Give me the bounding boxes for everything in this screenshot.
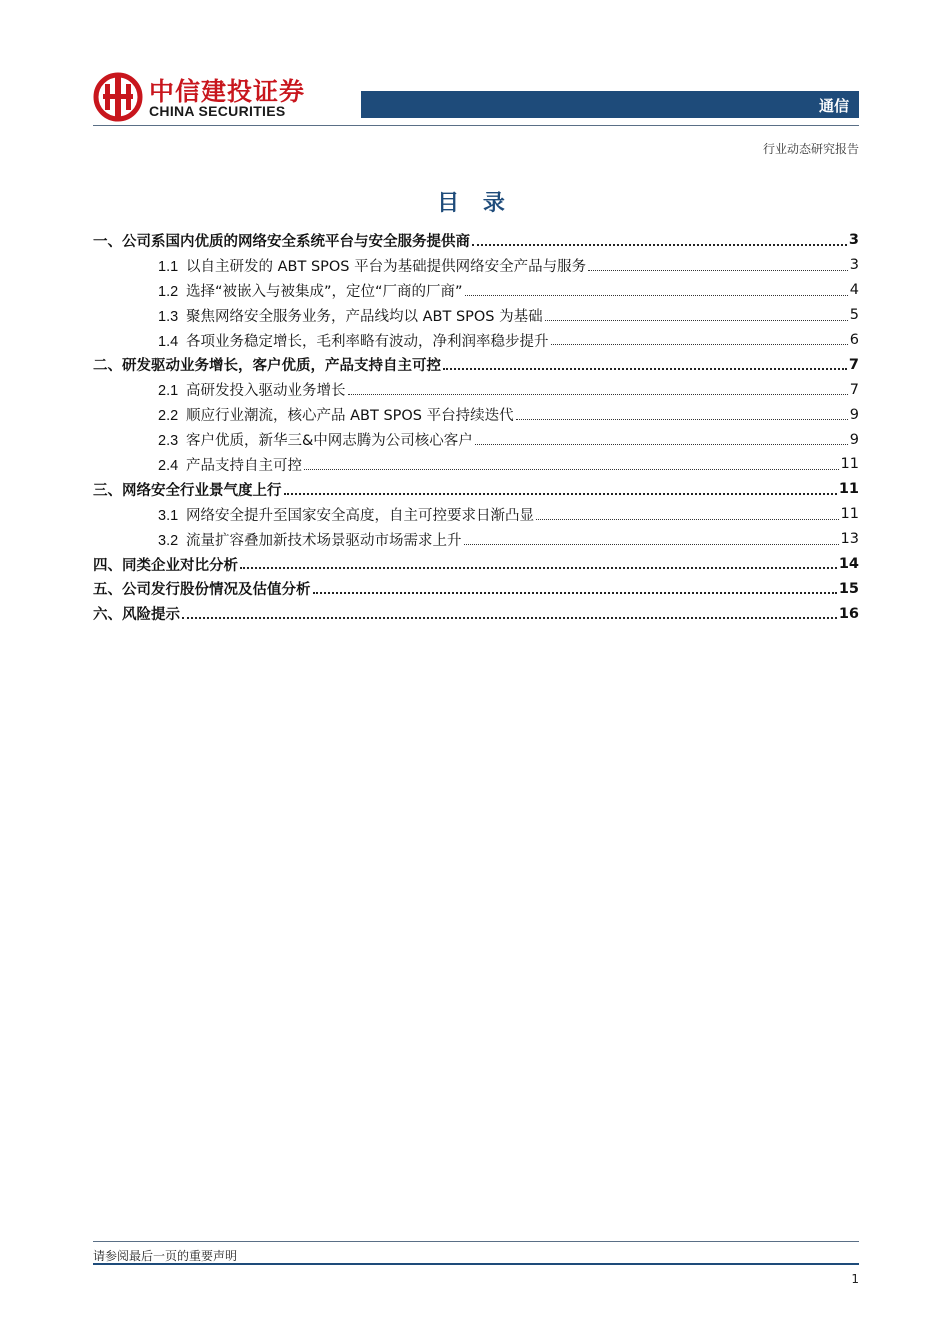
toc-section-entry[interactable] bbox=[93, 352, 859, 377]
toc-entry-number: 2.1 bbox=[158, 383, 179, 400]
toc-subsection-entry[interactable] bbox=[93, 427, 859, 452]
disclaimer-note: 请参阅最后一页的重要声明 bbox=[93, 1249, 238, 1263]
toc-page-number: 9 bbox=[849, 406, 859, 423]
sector-label: 通信 bbox=[818, 97, 849, 115]
toc-page-number: 7 bbox=[848, 356, 859, 373]
toc-page-number: 4 bbox=[849, 282, 859, 299]
toc-entry-text: 高研发投入驱动业务增长 bbox=[186, 383, 346, 400]
toc-entry-label bbox=[158, 379, 346, 400]
sector-banner bbox=[361, 91, 859, 118]
toc-page-number: 3 bbox=[849, 257, 859, 274]
toc-entry-label: 二、研发驱动业务增长，客户优质，产品支持自主可控 bbox=[93, 358, 441, 375]
toc-dot-leader bbox=[284, 492, 837, 495]
toc-entry-label bbox=[158, 255, 586, 276]
footer-divider-bold bbox=[93, 1263, 859, 1265]
toc-entry-number: 3.2 bbox=[158, 532, 179, 549]
toc-subsection-entry[interactable] bbox=[93, 253, 859, 278]
toc-dot-leader bbox=[313, 591, 837, 594]
toc-subsection-entry[interactable] bbox=[93, 502, 859, 527]
toc-dot-leader bbox=[545, 319, 848, 321]
toc-dot-leader bbox=[536, 518, 839, 520]
company-logo bbox=[93, 70, 306, 124]
toc-entry-label bbox=[158, 330, 549, 351]
toc-entry-label bbox=[158, 429, 473, 450]
toc-entry-text: 产品支持自主可控 bbox=[186, 457, 302, 474]
toc-title: 目 录 bbox=[437, 191, 513, 216]
toc-subsection-entry[interactable] bbox=[93, 402, 859, 427]
logo-chinese-name: 中信建投证券 bbox=[149, 77, 306, 106]
toc-dot-leader bbox=[588, 269, 848, 271]
toc-section-entry[interactable] bbox=[93, 552, 859, 577]
toc-page-number: 14 bbox=[838, 556, 859, 573]
toc-entry-label: 三、网络安全行业景气度上行 bbox=[93, 482, 282, 499]
toc-dot-leader bbox=[443, 367, 847, 370]
toc-dot-leader bbox=[464, 543, 839, 545]
toc-dot-leader bbox=[304, 468, 839, 470]
toc-page-number: 11 bbox=[838, 481, 859, 498]
toc-page-number: 9 bbox=[849, 431, 859, 448]
header-divider bbox=[93, 125, 859, 126]
toc-subsection-entry[interactable] bbox=[93, 303, 859, 328]
toc-entry-text: 以自主研发的 ABT SPOS 平台为基础提供网络安全产品与服务 bbox=[186, 258, 587, 275]
toc-entry-label bbox=[158, 454, 302, 475]
toc-page-number: 5 bbox=[849, 307, 859, 324]
toc-section-entry[interactable] bbox=[93, 477, 859, 502]
toc-entry-label: 五、公司发行股份情况及估值分析 bbox=[93, 582, 311, 599]
toc-page-number: 7 bbox=[849, 381, 859, 398]
toc-dot-leader bbox=[472, 243, 847, 246]
toc-entry-text: 选择“被嵌入与被集成”，定位“厂商的厂商” bbox=[186, 283, 463, 300]
toc-entry-text: 各项业务稳定增长，毛利率略有波动，净利润率稳步提升 bbox=[186, 333, 549, 350]
toc-page-number: 11 bbox=[840, 456, 859, 473]
toc-subsection-entry[interactable] bbox=[93, 527, 859, 552]
toc-entry-text: 流量扩容叠加新技术场景驱动市场需求上升 bbox=[186, 532, 462, 549]
logo-english-name: CHINA SECURITIES bbox=[149, 103, 286, 119]
report-type: 行业动态研究报告 bbox=[762, 142, 859, 156]
toc-entry-number: 2.4 bbox=[158, 457, 179, 474]
toc-page-number: 6 bbox=[849, 332, 859, 348]
toc-section-entry[interactable] bbox=[93, 228, 859, 253]
table-of-contents bbox=[93, 228, 859, 626]
toc-subsection-entry[interactable] bbox=[93, 278, 859, 303]
toc-entry-number: 2.3 bbox=[158, 433, 179, 450]
toc-entry-label: 一、公司系国内优质的网络安全系统平台与安全服务提供商 bbox=[93, 233, 470, 250]
toc-dot-leader bbox=[182, 616, 837, 619]
toc-subsection-entry[interactable] bbox=[93, 377, 859, 402]
toc-page-number: 13 bbox=[840, 531, 859, 548]
toc-entry-label: 四、同类企业对比分析 bbox=[93, 557, 238, 574]
toc-entry-text: 客户优质，新华三&中网志腾为公司核心客户 bbox=[186, 433, 473, 450]
page-number: 1 bbox=[851, 1272, 859, 1286]
toc-entry-label bbox=[158, 504, 534, 525]
toc-dot-leader bbox=[516, 418, 848, 420]
toc-section-entry[interactable] bbox=[93, 576, 859, 601]
toc-dot-leader bbox=[551, 343, 848, 345]
toc-entry-number: 1.4 bbox=[158, 333, 179, 350]
toc-dot-leader bbox=[465, 294, 848, 296]
toc-entry-number: 1.2 bbox=[158, 283, 179, 300]
toc-entry-label bbox=[158, 529, 462, 550]
toc-entry-label bbox=[158, 305, 543, 326]
toc-entry-text: 网络安全提升至国家安全高度，自主可控要求日渐凸显 bbox=[186, 507, 534, 524]
toc-entry-text: 顺应行业潮流，核心产品 ABT SPOS 平台持续迭代 bbox=[186, 408, 514, 425]
toc-subsection-entry[interactable] bbox=[93, 452, 859, 477]
toc-page-number: 3 bbox=[848, 232, 859, 249]
toc-dot-leader bbox=[475, 443, 848, 445]
toc-entry-label bbox=[158, 404, 514, 425]
toc-page-number: 11 bbox=[840, 506, 859, 523]
toc-entry-number: 1.3 bbox=[158, 308, 179, 325]
toc-entry-number: 2.2 bbox=[158, 408, 179, 425]
toc-entry-label: 六、风险提示 bbox=[93, 607, 180, 624]
toc-dot-leader bbox=[240, 566, 837, 569]
toc-entry-number: 1.1 bbox=[158, 258, 179, 275]
toc-dot-leader bbox=[348, 393, 848, 395]
toc-entry-text: 聚焦网络安全服务业务，产品线均以 ABT SPOS 为基础 bbox=[186, 308, 543, 325]
toc-entry-number: 3.1 bbox=[158, 507, 179, 524]
toc-subsection-entry[interactable] bbox=[93, 328, 859, 353]
footer-divider bbox=[93, 1241, 859, 1242]
toc-page-number: 15 bbox=[838, 580, 859, 597]
toc-entry-label bbox=[158, 280, 463, 301]
citic-emblem-icon bbox=[93, 70, 143, 124]
toc-page-number: 16 bbox=[838, 605, 859, 622]
toc-section-entry[interactable] bbox=[93, 601, 859, 626]
